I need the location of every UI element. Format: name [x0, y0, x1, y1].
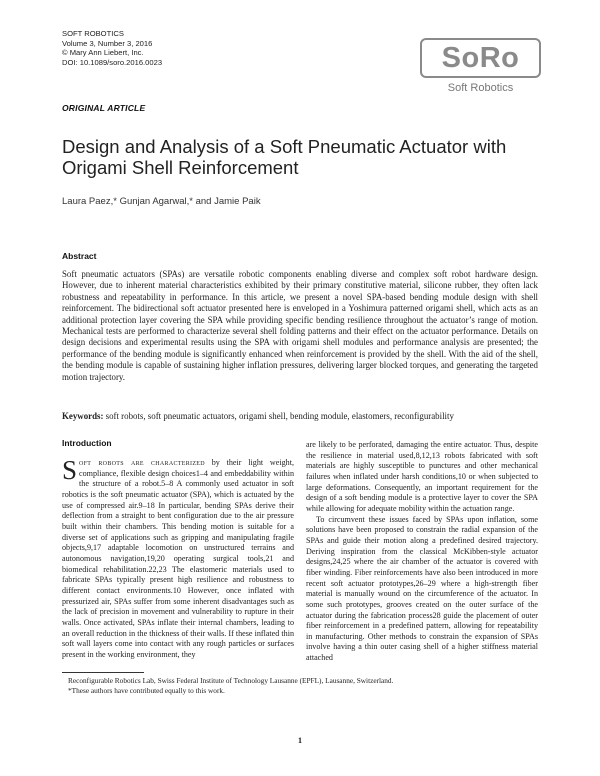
intro-paragraph-1	[62, 455, 294, 660]
logo-mark: SoRo	[441, 41, 520, 74]
article-title: Design and Analysis of a Soft Pneumatic Actuator with Origami Shell Reinforcement	[62, 136, 507, 178]
affiliation-note: Reconfigurable Robotics Lab, Swiss Federal Institute of Technology Lausanne (EPFL), Lausanne, Switzerland.	[68, 676, 394, 685]
abstract-heading: Abstract	[62, 251, 97, 261]
keywords	[62, 411, 542, 421]
lead-in-smallcaps: oft robots are characterized	[79, 458, 205, 467]
body-column-left	[62, 455, 294, 660]
journal-copyright: © Mary Ann Liebert, Inc.	[62, 48, 144, 58]
journal-logo	[420, 38, 541, 78]
footnotes	[62, 676, 542, 696]
journal-name: SOFT ROBOTICS	[62, 29, 124, 38]
intro-paragraph-1-text: by their light weight, compliance, flexible design choices1–4 and embeddability within the structure of a robot.5–8 A commonly used actuator in soft robotics is the soft pneumatic actuator (SPA), which is actuated by the use of compressed air.9–18 In particular, bending SPAs derive their deflection from a straight to bent configuration due to the air pressure built within their chambers. This bending motion is suitable for a diverse set of applications such as gripping and manipulating fragile objects,9,17 adaptable locomotion on unstructured terrains and autonomous navigation,19,20 operating surgical tools,21 and biomedical rehabilitation.22,23 The elastomeric materials used to fabricate SPAs typically present high resilience and robustness to different contact environments.10 However, once inflated with pressurized air, SPAs suffer from some inherent disadvantages such as the lack of precision in movement and vulnerability to rupture in their walls. Once activated, SPAs inflate their internal chambers, leading to an overall reduction in the thickness of their walls. If these inflated thin soft wall layers come into contact with any rough particles or surfaces present in the working environment, they	[62, 458, 294, 659]
abstract-text: Soft pneumatic actuators (SPAs) are versatile robotic components enabling diverse and complex soft robot hardware design. However, due to inherent material characteristics exhibited by their primary constitutive material, silicone rubber, they often lack robustness and repeatability in performance. In this article, we present a novel SPA-based bending module design with shell reinforcement. The bidirectional soft actuator presented here is enveloped in a Yoshimura patterned origami shell, which acts as an additional protection layer covering the SPA while providing specific bending resilience throughout the actuator’s range of motion. Mechanical tests are performed to characterize several shell folding patterns and their effect on the actuator performance. Details on design decisions and experimental results using the SPA with origami shell modules and performance analysis are presented; the performance of the bending module is significantly enhanced when reinforcement is provided by the shell. With the aid of the shell, the bending module is capable of sustaining higher inflation pressures, delivering larger blocked torques, and generating the targeted motion trajectory.	[62, 269, 538, 382]
drop-cap: S	[62, 455, 78, 485]
equal-contribution-note: *These authors have contributed equally to this work.	[68, 686, 225, 695]
intro-paragraph-2: are likely to be perforated, damaging the entire actuator. Thus, despite the resilience in material used,8,12,13 robots fabricated with soft materials are highly susceptible to punctures and other mechanical failures when inflated under harsh conditions,10 or when subjected to large deformations. Consequently, an important requirement for the design of a soft bending module is a protective layer to cover the SPA while allowing for adequate mobility within the actuation range.	[306, 440, 538, 513]
page-number: 1	[297, 735, 303, 745]
keywords-label: Keywords:	[62, 411, 104, 421]
logo-subtitle: Soft Robotics	[447, 82, 514, 94]
body-column-right	[306, 440, 538, 664]
footnote-rule	[62, 672, 144, 673]
journal-doi: DOI: 10.1089/soro.2016.0023	[62, 57, 163, 67]
keywords-list: soft robots, soft pneumatic actuators, origami shell, bending module, elastomers, reconfigurability	[105, 411, 454, 421]
intro-paragraph-3: To circumvent these issues faced by SPAs upon inflation, some solutions have been proposed to constrain the radial expansion of the SPAs and guide their motion along a predefined desired trajectory. Deriving inspiration from the classical McKibben-style actuator designs,24,25 where the air chamber of the actuator is covered with fiber winding. Fiber reinforcements have also been introduced in more recent soft actuator prototypes,26–29 where a high-strength fiber material is manually wound on the circumference of the actuator. In some such prototypes, grooves created on the outer surface of the actuator during the fabrication process28 guide the placement of outer fiber reinforcement in a predefined pattern, allowing for repeatability in manufacturing. Other methods to constrain the expansion of SPAs involve having a thin outer casing shell of a higher stiffness material attached	[306, 514, 538, 663]
intro-heading: Introduction	[62, 438, 112, 448]
article-type: ORIGINAL ARTICLE	[62, 103, 146, 113]
journal-volume: Volume 3, Number 3, 2016	[62, 38, 153, 48]
author-list: Laura Paez,* Gunjan Agarwal,* and Jamie Paik	[62, 196, 261, 207]
journal-meta	[62, 29, 282, 67]
